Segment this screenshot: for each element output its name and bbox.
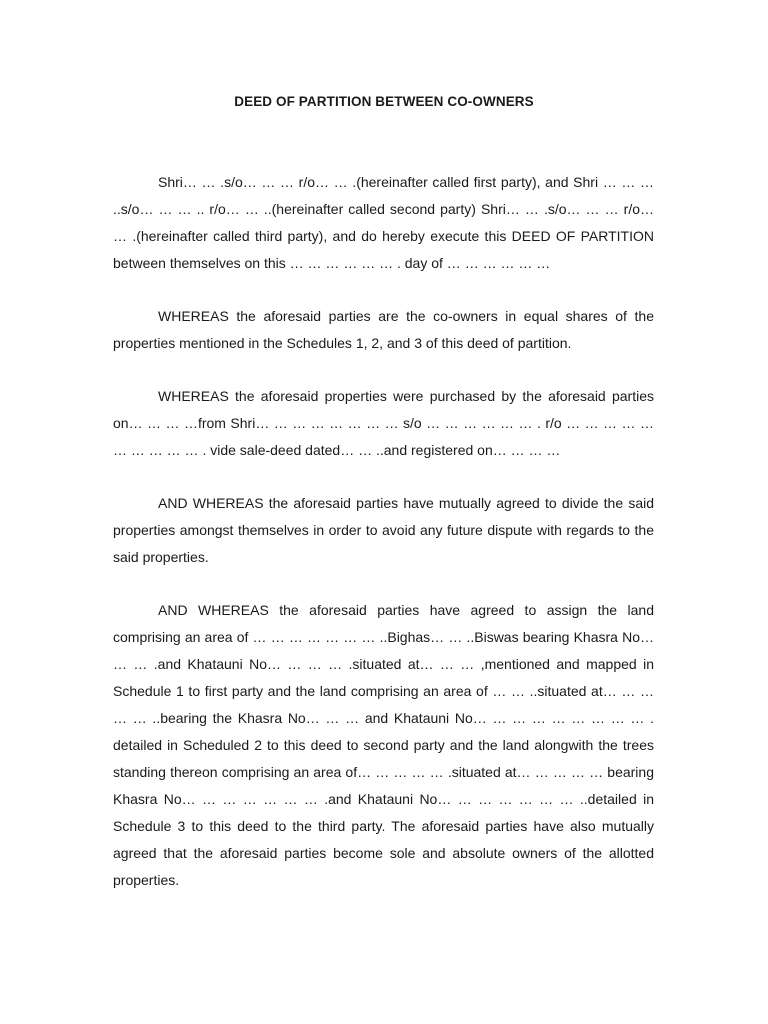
paragraph-parties: Shri… … .s/o… … … r/o… … .(hereinafter called first party), and Shri … … … ..s/o… … … .. r/o… … ..(hereinafter called second party) Shri… … .s/o… … … r/o… … .(hereinafter called third party), and do hereby execute this DEED OF PARTITION between themselves on this … … … … … … . day of … … … … … …	[113, 174, 654, 271]
paragraph-assignment: AND WHEREAS the aforesaid parties have agreed to assign the land comprising an area of … … … … … … … ..Bighas… … ..Biswas bearing Khasra No… … … .and Khatauni No… … … … .situated at… … … ,mentioned and mapped in Schedule 1 to first party and the land comprising an area of … … ..situated at… … … … … ..bearing the Khasra No… … … and Khatauni No… … … … … … … … … . detailed in Scheduled 2 to this deed to second party and the land alongwith the trees standing thereon comprising an area of… … … … … .situated at… … … … … bearing Khasra No… … … … … … … .and Khatauni No… … … … … … … ..detailed in Schedule 3 to this deed to the third party. The aforesaid parties have also mutually agreed that the aforesaid parties become sole and absolute owners of the allotted properties.	[113, 602, 654, 888]
paragraph-co-owners: WHEREAS the aforesaid parties are the co-owners in equal shares of the properties mentioned in the Schedules 1, 2, and 3 of this deed of partition.	[113, 308, 654, 351]
document-title: DEED OF PARTITION BETWEEN CO-OWNERS	[234, 94, 534, 109]
paragraph-purchase: WHEREAS the aforesaid properties were purchased by the aforesaid parties on… … … …from Shri… … … … … … … … s/o … … … … … … . r/o … … … … … … … … … … . vide sale-deed dated… … ..and registered on… … … …	[113, 388, 654, 458]
paragraph-agreement-divide: AND WHEREAS the aforesaid parties have mutually agreed to divide the said properties amongst themselves in order to avoid any future dispute with regards to the said properties.	[113, 495, 654, 565]
